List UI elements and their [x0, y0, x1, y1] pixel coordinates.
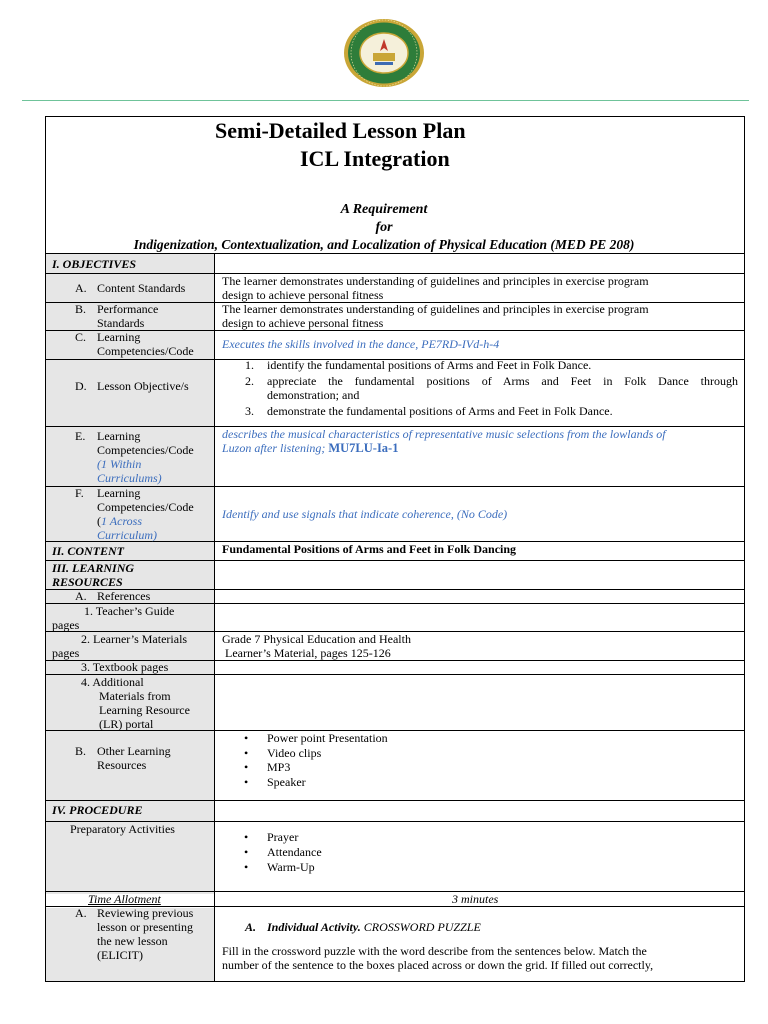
row-letter: D. [75, 379, 87, 393]
content-standards-value-1: The learner demonstrates understanding of guidelines and principles in exercise program [222, 274, 649, 288]
within-label-2: Competencies/Code [97, 443, 194, 457]
bullet-icon: • [244, 830, 249, 844]
row-letter: B. [75, 302, 87, 316]
objective-item-3: demonstrate the fundamental positions of Arms and Feet in Folk Dance. [267, 404, 613, 418]
content-value: Fundamental Positions of Arms and Feet in Folk Dancing [222, 542, 517, 556]
competencies-label-2: Competencies/Code [97, 344, 194, 358]
preparatory-label: Preparatory Activities [70, 822, 175, 836]
objective-item-2-cont: demonstration; and [267, 388, 360, 402]
within-label-3: (1 Within [97, 457, 142, 471]
bullet-icon: • [244, 746, 249, 760]
resource-item: MP3 [267, 760, 291, 774]
section-content: II. CONTENT [52, 544, 125, 558]
within-value-2: Luzon after listening; MU7LU-Ia-1 [222, 441, 399, 455]
learners-materials-label-2: pages [52, 646, 80, 660]
time-allotment-label: Time Allotment [88, 892, 161, 906]
performance-value-1: The learner demonstrates understanding of guidelines and principles in exercise program [222, 302, 649, 316]
activity-title: Individual Activity. CROSSWORD PUZZLE [267, 920, 481, 934]
additional-label-2: Materials from [99, 689, 171, 703]
learners-materials-label-1: 2. Learner’s Materials [81, 632, 188, 646]
activity-letter: A. [245, 920, 257, 934]
performance-label-1: Performance [97, 302, 159, 316]
reviewing-label-3: the new lesson [97, 934, 168, 948]
resource-item: Speaker [267, 775, 306, 789]
content-standards-label: Content Standards [97, 281, 186, 295]
additional-label-3: Learning Resource [99, 703, 190, 717]
performance-label-2: Standards [97, 316, 145, 330]
header-divider [22, 100, 749, 101]
row-letter: A. [75, 589, 87, 603]
across-label-4: Curriculum) [97, 528, 157, 542]
objective-number: 3. [245, 404, 254, 418]
learners-materials-value-1: Grade 7 Physical Education and Health [222, 632, 411, 646]
additional-label-1: 4. Additional [81, 675, 144, 689]
row-letter: B. [75, 744, 87, 758]
university-seal [341, 17, 427, 89]
competencies-label-1: Learning [97, 330, 141, 344]
performance-value-2: design to achieve personal fitness [222, 316, 384, 330]
preparatory-item: Warm-Up [267, 860, 315, 874]
across-value: Identify and use signals that indicate coherence, (No Code) [222, 507, 508, 521]
row-letter: E. [75, 429, 86, 443]
reviewing-label-1: Reviewing previous [97, 906, 194, 920]
textbook-label: 3. Textbook pages [81, 660, 169, 674]
reviewing-label-2: lesson or presenting [97, 920, 193, 934]
across-label-3: (1 Across [97, 514, 143, 528]
requirement-for: for [375, 220, 393, 235]
row-letter: C. [75, 330, 87, 344]
bullet-icon: • [244, 775, 249, 789]
activity-text-1: Fill in the crossword puzzle with the word describe from the sentences below. Match the [222, 944, 647, 958]
teachers-guide-label-1: 1. Teacher’s Guide [84, 604, 175, 618]
additional-label-4: (LR) portal [99, 717, 154, 731]
preparatory-item: Prayer [267, 830, 299, 844]
within-label-4: Curriculums) [97, 471, 162, 485]
within-label-1: Learning [97, 429, 141, 443]
bullet-icon: • [244, 731, 249, 745]
competencies-value: Executes the skills involved in the dance, PE7RD-IVd-h-4 [222, 337, 500, 351]
row-line [45, 800, 745, 801]
resource-item: Power point Presentation [267, 731, 388, 745]
course-title: Indigenization, Contextualization, and Localization of Physical Education (MED PE 208) [133, 237, 635, 252]
references-label: References [97, 589, 151, 603]
row-letter: A. [75, 281, 87, 295]
within-code: MU7LU-Ia-1 [328, 441, 399, 455]
other-resources-label-1: Other Learning [97, 744, 171, 758]
row-letter: A. [75, 906, 87, 920]
time-allotment-value: 3 minutes [452, 892, 499, 906]
row-line [45, 330, 745, 331]
bullet-icon: • [244, 860, 249, 874]
row-letter: F. [75, 486, 84, 500]
objective-item-1: identify the fundamental positions of Arms and Feet in Folk Dance. [267, 358, 592, 372]
across-label-2: Competencies/Code [97, 500, 194, 514]
preparatory-item: Attendance [267, 845, 322, 859]
column-divider [214, 253, 215, 982]
learners-materials-value-2: Learner’s Material, pages 125-126 [225, 646, 391, 660]
lesson-objectives-label: Lesson Objective/s [97, 379, 189, 393]
requirement-line: A Requirement [340, 202, 428, 217]
teachers-guide-label-2: pages [52, 618, 80, 632]
bullet-icon: • [244, 760, 249, 774]
section-resources: III. LEARNING [52, 561, 135, 575]
section-procedure: IV. PROCEDURE [52, 803, 143, 817]
document-title: Semi-Detailed Lesson Plan [215, 118, 466, 143]
row-line [45, 486, 745, 487]
section-resources-2: RESOURCES [52, 575, 123, 589]
other-resources-label-2: Resources [97, 758, 147, 772]
objective-item-2: appreciate the fundamental positions of Arms and Feet in Folk Dance through [267, 374, 738, 388]
resource-item: Video clips [267, 746, 322, 760]
document-subtitle: ICL Integration [300, 146, 450, 171]
activity-text-2: number of the sentence to the boxes placed across or down the grid. If filled out correctly, [222, 958, 654, 972]
objective-number: 1. [245, 358, 254, 372]
section-objectives: I. OBJECTIVES [52, 257, 137, 271]
row-line [45, 253, 745, 254]
row-line [45, 674, 745, 675]
within-value-1: describes the musical characteristics of representative music selections from the lowlands of [222, 427, 666, 441]
reviewing-label-4: (ELICIT) [97, 948, 143, 962]
content-standards-value-2: design to achieve personal fitness [222, 288, 384, 302]
row-line [45, 560, 745, 561]
objective-number: 2. [245, 374, 254, 388]
across-label-1: Learning [97, 486, 141, 500]
bullet-icon: • [244, 845, 249, 859]
